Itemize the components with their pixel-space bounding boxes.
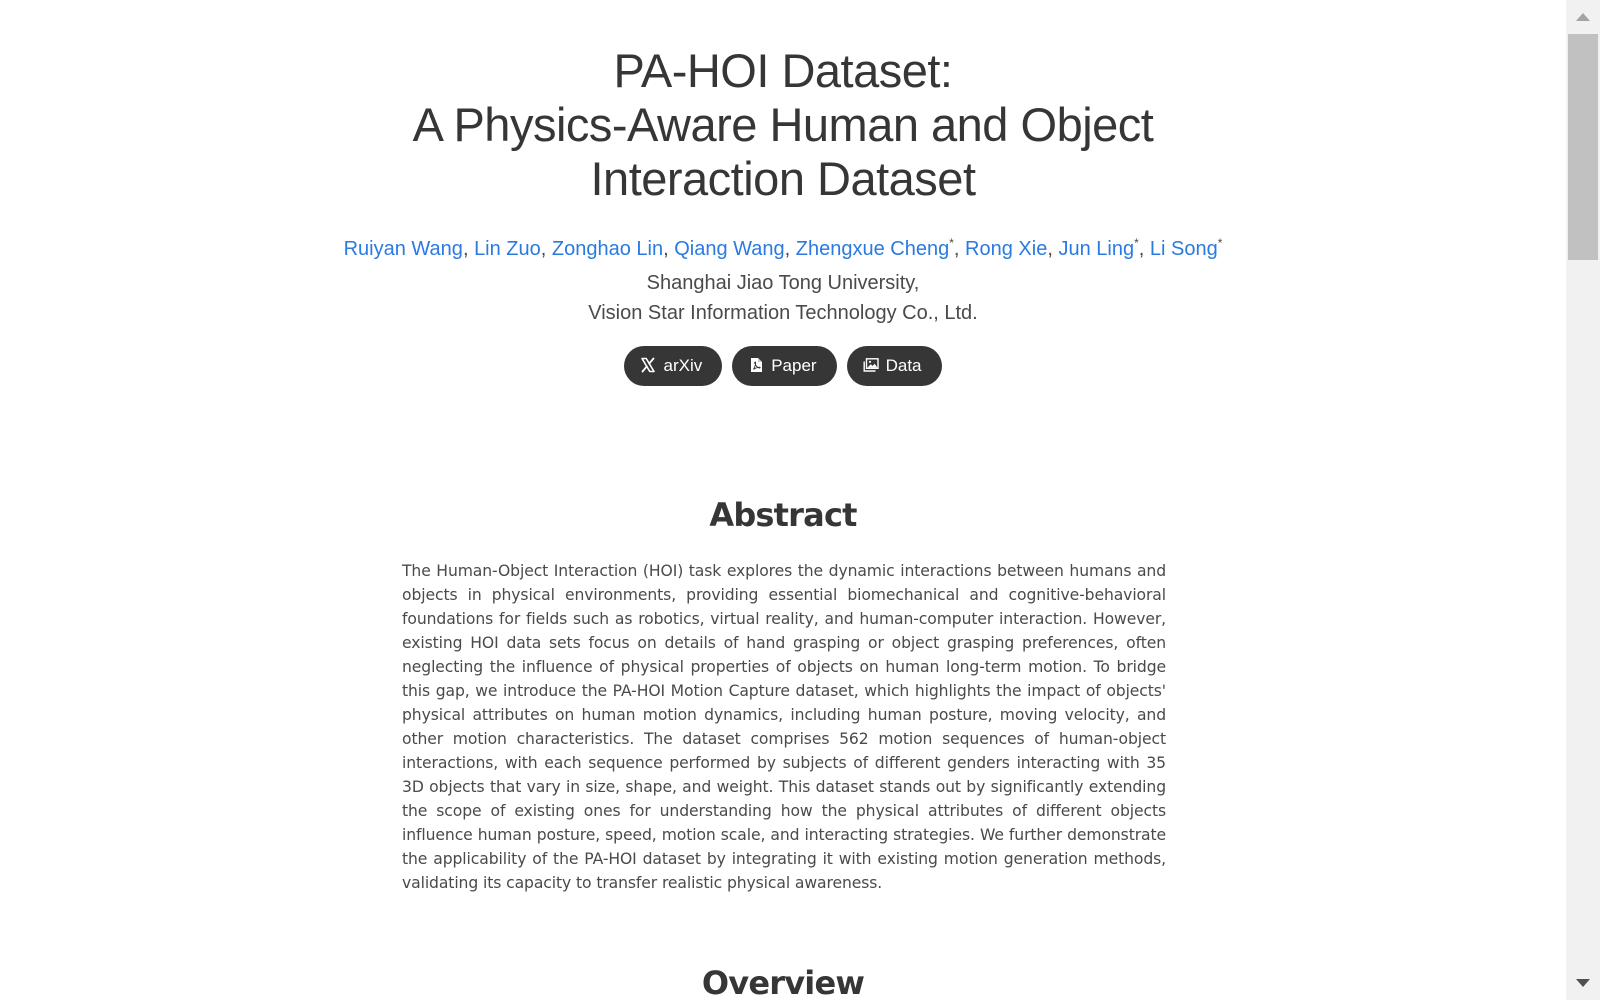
abstract-body: The Human-Object Interaction (HOI) task explores the dynamic interactions between humans and objects in physical environments, providing essential biomechanical and cognitive-behavioral foundations for fields such as robotics, virtual reality, and human-computer interaction. However, existing HOI data sets focus on details of hand grasping or object grasping preferences, often neglecting the influence of physical properties of objects on human long-term motion. To bridge this gap, we introduce the PA-HOI Motion Capture dataset, which highlights the impact of objects' physical attributes on human motion dynamics, including human posture, moving velocity, and other motion characteristics. The dataset comprises 562 motion sequences of human-object interactions, with each sequence performed by subjects of different genders interacting with 35 3D objects that vary in size, shape, and weight. This dataset stands out by significantly extending the scope of existing ones for understanding how the physical attributes of different objects influence human posture, speed, motion scale, and interacting strategies. We further demonstrate the applicability of the PA-HOI dataset by integrating it with existing motion generation methods, validating its capacity to transfer realistic physical awareness. [402, 562, 1166, 892]
author-link[interactable]: Zhengxue Cheng [795, 238, 950, 260]
corresponding-mark: * [1134, 236, 1139, 250]
author-list: Ruiyan Wang, Lin Zuo, Zonghao Lin, Qiang Wang, Zhengxue Cheng*, Rong Xie, Jun Ling*, Li Song* [343, 236, 1223, 260]
triangle-down-icon [1575, 977, 1591, 989]
affiliation-line: Vision Star Information Technology Co., Ltd. [588, 302, 978, 324]
overview-heading: Overview [701, 964, 865, 1000]
image-gallery-icon [863, 357, 879, 373]
author-link[interactable]: Qiang Wang [674, 238, 785, 260]
author-link[interactable]: Li Song [1149, 238, 1218, 260]
author-link[interactable]: Zonghao Lin [551, 238, 664, 260]
title-line-1: PA-HOI Dataset: [613, 44, 953, 97]
paper-button[interactable] [732, 346, 836, 386]
data-button-label: Data [885, 356, 922, 375]
abstract-heading: Abstract [709, 496, 857, 534]
x-logo-icon [640, 357, 656, 373]
arxiv-button-label: arXiv [663, 356, 703, 375]
title-line-3: Interaction Dataset [590, 152, 976, 205]
corresponding-mark: * [949, 236, 954, 250]
triangle-up-icon [1575, 11, 1591, 23]
author-link[interactable]: Jun Ling [1058, 238, 1135, 260]
author-link[interactable]: Ruiyan Wang [343, 238, 463, 260]
page-title [0, 44, 1566, 206]
scroll-up-button[interactable] [1566, 0, 1600, 34]
vertical-scrollbar[interactable] [1566, 0, 1600, 1000]
data-button[interactable] [847, 346, 942, 386]
author-link[interactable]: Lin Zuo [474, 238, 541, 260]
publication-links [0, 346, 1566, 386]
paper-button-label: Paper [771, 356, 817, 375]
corresponding-mark: * [1217, 236, 1223, 250]
pdf-file-icon [748, 357, 764, 373]
title-line-2: A Physics-Aware Human and Object [412, 98, 1154, 151]
author-link[interactable]: Rong Xie [965, 238, 1048, 260]
scrollbar-thumb[interactable] [1568, 34, 1598, 260]
scroll-down-button[interactable] [1566, 966, 1600, 1000]
affiliation-line: Shanghai Jiao Tong University, [646, 272, 920, 294]
arxiv-button[interactable] [624, 346, 722, 386]
